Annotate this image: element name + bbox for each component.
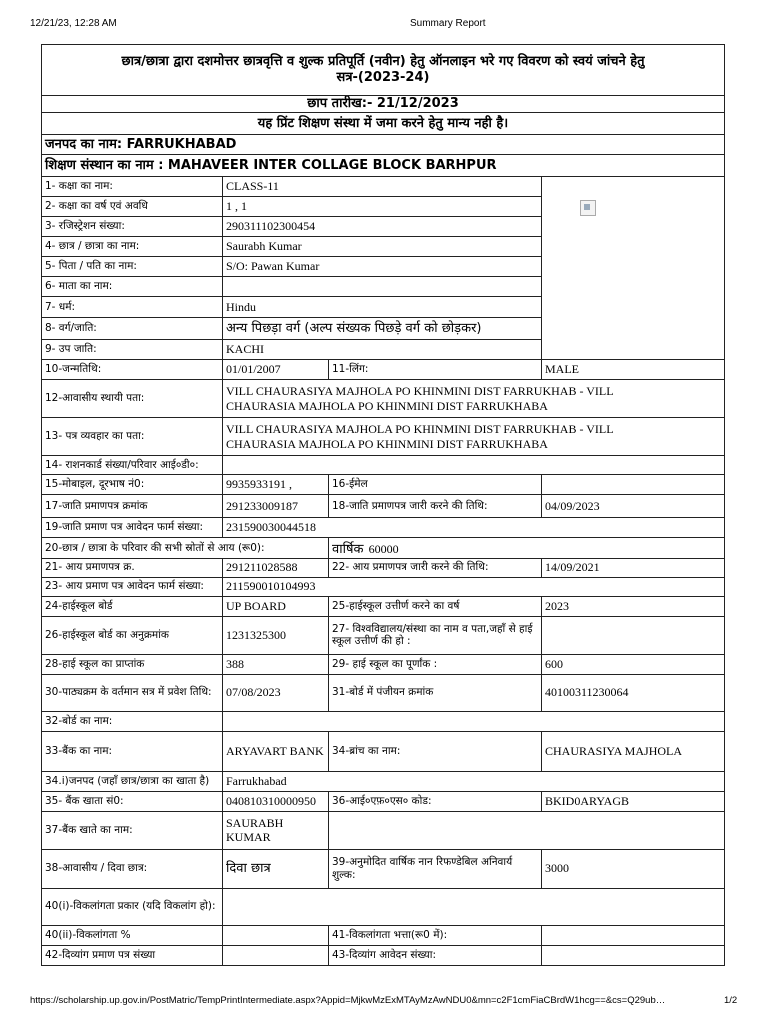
highschool-total-label: 29- हाई स्कूल का पूर्णांक : bbox=[329, 654, 542, 674]
highschool-board-value: UP BOARD bbox=[223, 596, 329, 616]
branch-name-value: CHAURASIYA MAJHOLA bbox=[542, 731, 725, 771]
summary-report-table bbox=[41, 44, 725, 966]
report-title bbox=[42, 45, 725, 96]
permanent-address-label: 12-आवासीय स्थायी पता: bbox=[42, 380, 223, 418]
broken-photo-icon bbox=[580, 200, 596, 216]
photo-cell bbox=[542, 177, 725, 360]
income-certificate-date-value: 14/09/2021 bbox=[542, 558, 725, 577]
student-name-value: Saurabh Kumar bbox=[223, 237, 542, 257]
nonrefundable-fee-value: 3000 bbox=[542, 849, 725, 888]
religion-label: 7- धर्म: bbox=[42, 297, 223, 318]
highschool-board-label: 24-हाईस्कूल बोर्ड bbox=[42, 596, 223, 616]
highschool-total-value: 600 bbox=[542, 654, 725, 674]
account-holder-label: 37-बैंक खाते का नाम: bbox=[42, 811, 223, 849]
income-application-number-label: 23- आय प्रमाण पत्र आवेदन फार्म संख्या: bbox=[42, 577, 223, 596]
correspondence-address-label: 13- पत्र व्यवहार का पता: bbox=[42, 418, 223, 456]
admission-date-label: 30-पाठ्यक्रम के वर्तमान सत्र में प्रवेश तिथि: bbox=[42, 674, 223, 711]
caste-application-number-value: 231590030044518 bbox=[223, 518, 725, 538]
disability-allowance-label: 41-विकलांगता भत्ता(रू0 में): bbox=[329, 925, 542, 945]
permanent-address-line2: CHAURASIA MAJHOLA PO KHINMINI DIST FARRUKHABA bbox=[226, 398, 548, 413]
family-income-amount: 60000 bbox=[368, 542, 399, 556]
board-name-label: 32-बोर्ड का नाम: bbox=[42, 711, 223, 731]
district-name: जनपद का नाम: FARRUKHABAD bbox=[42, 135, 725, 155]
ifsc-value: BKID0ARYAGB bbox=[542, 791, 725, 811]
family-income-value bbox=[329, 538, 725, 559]
ration-card-value bbox=[223, 456, 725, 475]
class-name-label: 1- कक्षा का नाम: bbox=[42, 177, 223, 197]
sub-caste-value: KACHI bbox=[223, 340, 542, 360]
registration-number-value: 290311102300454 bbox=[223, 217, 542, 237]
class-year-value: 1 , 1 bbox=[223, 197, 542, 217]
account-number-label: 35- बैंक खाता सं0: bbox=[42, 791, 223, 811]
browser-print-page-number: 1/2 bbox=[724, 995, 738, 1006]
caste-certificate-number-value: 291233009187 bbox=[223, 495, 329, 518]
disability-type-value bbox=[223, 888, 725, 925]
board-name-value bbox=[223, 711, 725, 731]
income-application-number-value: 211590010104993 bbox=[223, 577, 725, 596]
permanent-address-line1: VILL CHAURASIYA MAJHOLA PO KHINMINI DIST FARRUKHAB - VILL bbox=[226, 384, 614, 399]
ifsc-label: 36-आई०एफ़०एस० कोड: bbox=[329, 791, 542, 811]
income-certificate-date-label: 22- आय प्रमाणपत्र जारी करने की तिथि: bbox=[329, 558, 542, 577]
caste-application-number-label: 19-जाति प्रमाण पत्र आवेदन फार्म संख्या: bbox=[42, 518, 223, 538]
board-registration-label: 31-बोर्ड में पंजीयन क्रमांक bbox=[329, 674, 542, 711]
category-label: 8- वर्ग/जाति: bbox=[42, 318, 223, 340]
correspondence-address-line1: VILL CHAURASIYA MAJHOLA PO KHINMINI DIST FARRUKHAB - VILL bbox=[226, 422, 614, 437]
board-registration-value: 40100311230064 bbox=[542, 674, 725, 711]
disability-application-value bbox=[542, 945, 725, 965]
mother-name-label: 6- माता का नाम: bbox=[42, 277, 223, 297]
category-value: अन्य पिछड़ा वर्ग (अल्प संख्यक पिछड़े वर्ग को छोड़कर) bbox=[223, 318, 542, 340]
highschool-rollno-label: 26-हाईस्कूल बोर्ड का अनुक्रमांक bbox=[42, 616, 223, 654]
permanent-address-value bbox=[223, 380, 725, 418]
caste-certificate-number-label: 17-जाति प्रमाणपत्र क्रमांक bbox=[42, 495, 223, 518]
caste-certificate-date-label: 18-जाति प्रमाणपत्र जारी करने की तिथि: bbox=[329, 495, 542, 518]
resident-day-value: दिवा छात्र bbox=[223, 849, 329, 888]
disability-percent-label: 40(ii)-विकलांगता % bbox=[42, 925, 223, 945]
institution-name: शिक्षण संस्थान का नाम : MAHAVEER INTER COLLAGE BLOCK BARHPUR bbox=[42, 155, 725, 177]
disability-type-label: 40(i)-विकलांगता प्रकार (यदि विकलांग हो): bbox=[42, 888, 223, 925]
nonrefundable-fee-label: 39-अनुमोदित वार्षिक नान रिफण्डेबिल अनिवार्य शुल्क: bbox=[329, 849, 542, 888]
student-name-label: 4- छात्र / छात्रा का नाम: bbox=[42, 237, 223, 257]
browser-print-title: Summary Report bbox=[410, 18, 486, 29]
caste-certificate-date-value: 04/09/2023 bbox=[542, 495, 725, 518]
disability-certificate-value bbox=[223, 945, 329, 965]
bank-name-label: 33-बैंक का नाम: bbox=[42, 731, 223, 771]
email-value bbox=[542, 475, 725, 495]
highschool-year-value: 2023 bbox=[542, 596, 725, 616]
browser-print-datetime: 12/21/23, 12:28 AM bbox=[30, 18, 117, 29]
ration-card-label: 14- राशनकार्ड संख्या/परिवार आई०डी०: bbox=[42, 456, 223, 475]
income-certificate-number-label: 21- आय प्रमाणपत्र क्र. bbox=[42, 558, 223, 577]
sub-caste-label: 9- उप जाति: bbox=[42, 340, 223, 360]
father-name-value: S/O: Pawan Kumar bbox=[223, 257, 542, 277]
class-name-value: CLASS-11 bbox=[223, 177, 542, 197]
account-district-value: Farrukhabad bbox=[223, 771, 725, 791]
father-name-label: 5- पिता / पति का नाम: bbox=[42, 257, 223, 277]
disability-allowance-value bbox=[542, 925, 725, 945]
class-year-label: 2- कक्षा का वर्ष एवं अवधि bbox=[42, 197, 223, 217]
income-certificate-number-value: 291211028588 bbox=[223, 558, 329, 577]
gender-value: MALE bbox=[542, 360, 725, 380]
print-notice: यह प्रिंट शिक्षण संस्था में जमा करने हेतु मान्य नही है। bbox=[42, 113, 725, 135]
report-title-line1: छात्र/छात्रा द्वारा दशमोत्तर छात्रवृत्ति व शुल्क प्रतिपूर्ति (नवीन) हेतु ऑनलाइन भरे गए विवरण को स्वयं जांचने हेतु bbox=[121, 54, 645, 70]
highschool-marks-value: 388 bbox=[223, 654, 329, 674]
mother-name-value bbox=[223, 277, 542, 297]
correspondence-address-line2: CHAURASIA MAJHOLA PO KHINMINI DIST FARRUKHABA bbox=[226, 436, 548, 451]
dob-label: 10-जन्मतिथि: bbox=[42, 360, 223, 380]
disability-certificate-label: 42-दिव्यांग प्रमाण पत्र संख्या bbox=[42, 945, 223, 965]
religion-value: Hindu bbox=[223, 297, 542, 318]
highschool-marks-label: 28-हाई स्कूल का प्राप्तांक bbox=[42, 654, 223, 674]
family-income-label: 20-छात्र / छात्रा के परिवार की सभी स्रोतों से आय (रू0): bbox=[42, 538, 329, 559]
admission-date-value: 07/08/2023 bbox=[223, 674, 329, 711]
mobile-label: 15-मोबाइल, दूरभाष नं0: bbox=[42, 475, 223, 495]
account-holder-value: SAURABH KUMAR bbox=[223, 811, 329, 849]
highschool-year-label: 25-हाईस्कूल उत्तीर्ण करने का वर्ष bbox=[329, 596, 542, 616]
print-date: छाप तारीख:- 21/12/2023 bbox=[42, 96, 725, 113]
email-label: 16-ईमेल bbox=[329, 475, 542, 495]
highschool-institution-value bbox=[542, 616, 725, 654]
report-session: सत्र-(2023-24) bbox=[336, 70, 430, 85]
account-district-label: 34.i)जनपद (जहाँ छात्र/छात्रा का खाता है) bbox=[42, 771, 223, 791]
registration-number-label: 3- रजिस्ट्रेशन संख्या: bbox=[42, 217, 223, 237]
browser-print-url: https://scholarship.up.gov.in/PostMatric/TempPrintIntermediate.aspx?Appid=MjkwMzExMTAyMzAwNDU0&mn=c2F1cmFiaCBrdW1hcg==&cs=Q29ub… bbox=[30, 995, 666, 1006]
bank-name-value: ARYAVART BANK bbox=[223, 731, 329, 771]
account-number-value: 040810310000950 bbox=[223, 791, 329, 811]
gender-label: 11-लिंग: bbox=[329, 360, 542, 380]
family-income-prefix: वार्षिक bbox=[332, 542, 364, 557]
branch-name-label: 34-ब्रांच का नाम: bbox=[329, 731, 542, 771]
dob-value: 01/01/2007 bbox=[223, 360, 329, 380]
disability-application-label: 43-दिव्यांग आवेदन संख्या: bbox=[329, 945, 542, 965]
highschool-rollno-value: 1231325300 bbox=[223, 616, 329, 654]
mobile-value: 9935933191 , bbox=[223, 475, 329, 495]
resident-day-label: 38-आवासीय / दिवा छात्र: bbox=[42, 849, 223, 888]
correspondence-address-value bbox=[223, 418, 725, 456]
account-holder-blank bbox=[329, 811, 725, 849]
highschool-institution-label: 27- विश्वविद्यालय/संस्था का नाम व पता,जहाँ से हाई स्कूल उत्तीर्ण की हो : bbox=[329, 616, 542, 654]
disability-percent-value bbox=[223, 925, 329, 945]
